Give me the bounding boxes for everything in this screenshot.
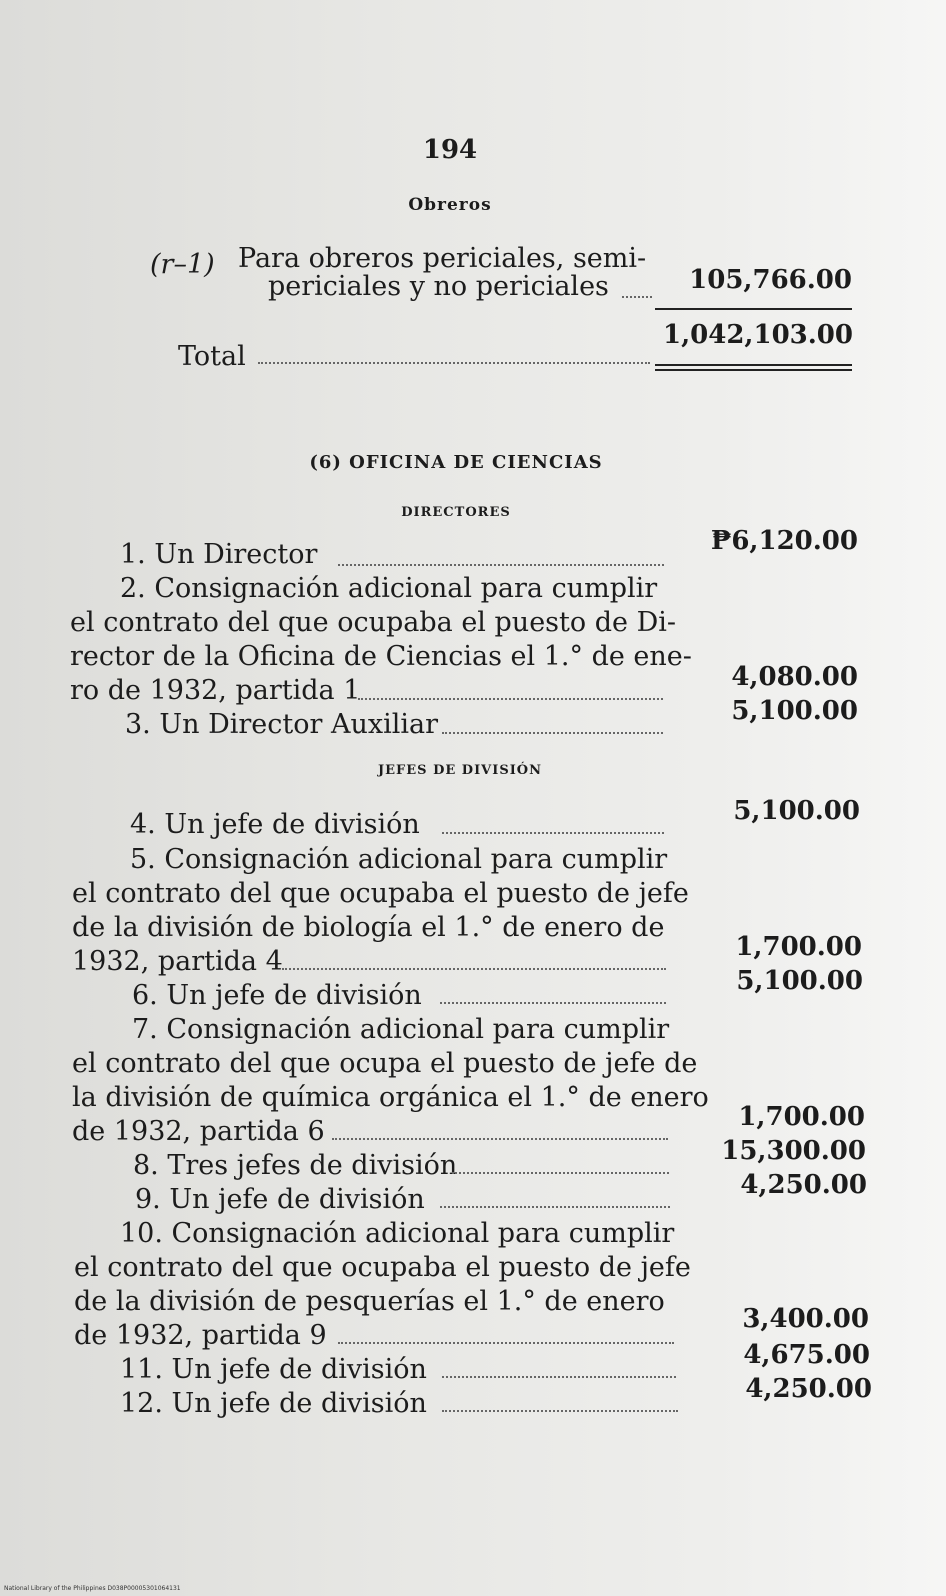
- amount-12: 4,250.00: [745, 1374, 872, 1404]
- item-5-line-2: el contrato del que ocupaba el puesto de jefe: [72, 878, 689, 909]
- item-12: 12. Un jefe de división: [120, 1388, 427, 1419]
- item-5-line-3: de la división de biología el 1.° de enero de: [72, 912, 665, 943]
- amount-6: 5,100.00: [736, 966, 863, 996]
- item-7-line-2: el contrato del que ocupa el puesto de jefe de: [72, 1048, 698, 1079]
- total-amount: 1,042,103.00: [663, 320, 853, 350]
- section-title: (6) OFICINA DE CIENCIAS: [309, 452, 603, 473]
- amount-7: 1,700.00: [738, 1102, 865, 1132]
- obreros-line1: Para obreros periciales, semi-: [238, 243, 647, 274]
- amount-1: ₱6,120.00: [710, 526, 858, 556]
- item-11: 11. Un jefe de división: [120, 1354, 427, 1385]
- item-2-line-1: 2. Consignación adicional para cumplir: [120, 573, 658, 604]
- amount-5: 1,700.00: [735, 932, 862, 962]
- item-10-line-2: el contrato del que ocupaba el puesto de jefe: [74, 1252, 691, 1283]
- obreros-line2: periciales y no periciales: [268, 271, 609, 302]
- item-9: 9. Un jefe de división: [135, 1184, 425, 1215]
- item-2-line-4: ro de 1932, partida 1: [70, 675, 361, 706]
- dot-leader: [258, 362, 650, 364]
- item-5-line-1: 5. Consignación adicional para cumplir: [130, 844, 668, 875]
- dot-leader: [338, 564, 664, 566]
- dot-leader: [282, 968, 666, 970]
- item-5-line-4: 1932, partida 4: [72, 946, 283, 977]
- dot-leader: [442, 1376, 676, 1378]
- dot-leader: [358, 698, 663, 700]
- amount-8: 15,300.00: [721, 1136, 866, 1166]
- item-7-line-1: 7. Consignación adicional para cumplir: [132, 1014, 670, 1045]
- jefes-heading: JEFES DE DIVISIÓN: [377, 763, 543, 778]
- dot-leader: [332, 1138, 668, 1140]
- item-8: 8. Tres jefes de división: [133, 1150, 458, 1181]
- total-label: Total: [178, 341, 246, 372]
- item-10-line-4: de 1932, partida 9: [74, 1320, 327, 1351]
- dot-leader: [442, 732, 663, 734]
- dot-leader: [442, 1410, 678, 1412]
- dot-leader: [440, 1002, 666, 1004]
- item-7-line-4: de 1932, partida 6: [72, 1116, 325, 1147]
- item-6: 6. Un jefe de división: [132, 980, 422, 1011]
- amount-3: 5,100.00: [731, 696, 858, 726]
- dot-leader: [338, 1342, 674, 1344]
- amount-9: 4,250.00: [740, 1170, 867, 1200]
- subtotal-rule: [655, 308, 852, 310]
- amount-2: 4,080.00: [731, 662, 858, 692]
- item-3: 3. Un Director Auxiliar: [125, 709, 438, 740]
- item-7-line-3: la división de química orgánica el 1.° de enero: [72, 1082, 709, 1113]
- obreros-line-label: (r–1): [150, 249, 215, 280]
- amount-10: 3,400.00: [742, 1304, 869, 1334]
- dot-leader: [452, 1172, 669, 1174]
- item-2-line-2: el contrato del que ocupaba el puesto de Di-: [70, 607, 676, 638]
- dot-leader: [442, 832, 664, 834]
- amount-4: 5,100.00: [733, 796, 860, 826]
- page-number: 194: [422, 135, 478, 165]
- amount-11: 4,675.00: [743, 1340, 870, 1370]
- obreros-amount: 105,766.00: [689, 265, 852, 295]
- item-10-line-3: de la división de pesquerías el 1.° de enero: [74, 1286, 665, 1317]
- directores-heading: DIRECTORES: [401, 505, 511, 520]
- item-2-line-3: rector de la Oficina de Ciencias el 1.° de ene-: [70, 641, 692, 672]
- scan-footer: National Library of the Philippines D038P00005301064131: [4, 1585, 181, 1592]
- total-rule-top: [655, 364, 852, 366]
- obreros-heading: Obreros: [408, 195, 492, 215]
- total-rule-bottom: [655, 369, 852, 371]
- item-1: 1. Un Director: [120, 539, 318, 570]
- dot-leader: [622, 296, 652, 298]
- item-4: 4. Un jefe de división: [130, 809, 420, 840]
- dot-leader: [440, 1206, 670, 1208]
- item-10-line-1: 10. Consignación adicional para cumplir: [120, 1218, 675, 1249]
